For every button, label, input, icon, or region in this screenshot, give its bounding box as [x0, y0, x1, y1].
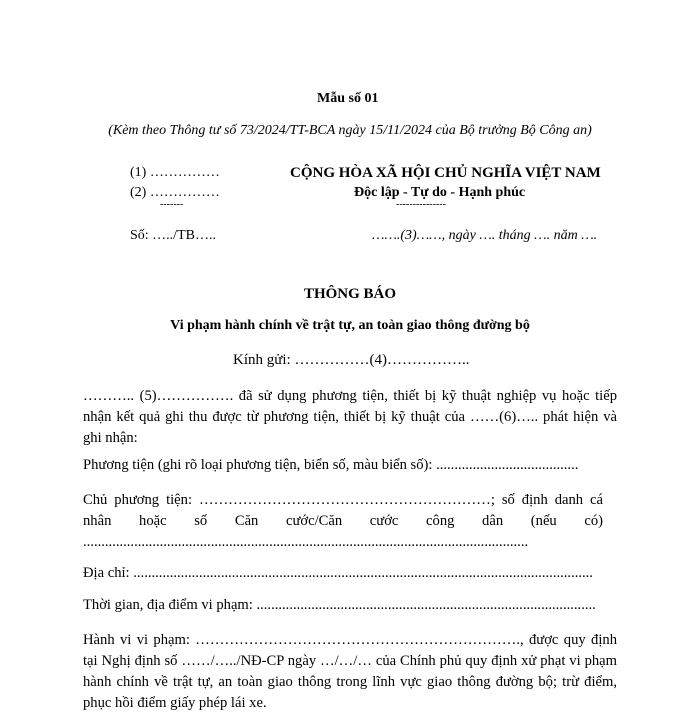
vehicle-field: Phương tiện (ghi rõ loại phương tiện, biển số, màu biển số): ....................................... — [83, 457, 579, 473]
intro-paragraph: ……….. (5)……………. đã sử dụng phương tiện, thiết bị kỹ thuật nghiệp vụ hoặc tiếp nhận kết quả ghi thu được từ phương tiện, thiết bị kỹ thuật của ……(6)….. phát hiện và ghi nhận: — [83, 388, 617, 446]
national-motto: Độc lập - Tự do - Hạnh phúc — [354, 185, 526, 200]
time-place-field: Thời gian, địa điểm vi phạm: ............................................................................................. — [83, 597, 596, 613]
notice-subtitle: Vi phạm hành chính về trật tự, an toàn giao thông đường bộ — [170, 318, 530, 333]
nation-name: CỘNG HÒA XÃ HỘI CHỦ NGHĨA VIỆT NAM — [290, 165, 601, 181]
owner-field: Chủ phương tiện: ……………………………………………………; số định danh cá nhân hoặc số Căn cước/Căn cước công dân (nếu có) .......................................................................................................................... — [83, 492, 603, 550]
place-date-line: …….(3)……, ngày …. tháng …. năm …. — [372, 228, 598, 243]
attachment-note: (Kèm theo Thông tư số 73/2024/TT-BCA ngày 15/11/2024 của Bộ trưởng Bộ Công an) — [108, 123, 592, 138]
recipient-line: Kính gửi: ……………(4)…………….. — [233, 352, 470, 368]
address-field: Địa chỉ: .............................................................................................................................. — [83, 565, 593, 581]
agency-line-2: (2) …………… — [130, 185, 220, 200]
notice-title: THÔNG BÁO — [303, 286, 397, 302]
document-number: Số: …../TB….. — [130, 228, 216, 243]
agency-line-1: (1) …………… — [130, 165, 220, 180]
right-header-rule: --------------- — [396, 199, 446, 210]
violation-paragraph: Hành vi vi phạm: …………………………………………………………., được quy định tại Nghị định số ……/…../NĐ-CP ngày …/…/… của Chính phủ quy định xử phạt vi phạm hành chính về trật tự, an toàn giao thông trong lĩnh vực giao thông đường bộ; trừ điểm, phục hồi điểm giấy phép lái xe. — [83, 632, 617, 711]
left-header-rule: ------- — [160, 199, 184, 210]
form-number: Mẫu số 01 — [317, 91, 379, 106]
